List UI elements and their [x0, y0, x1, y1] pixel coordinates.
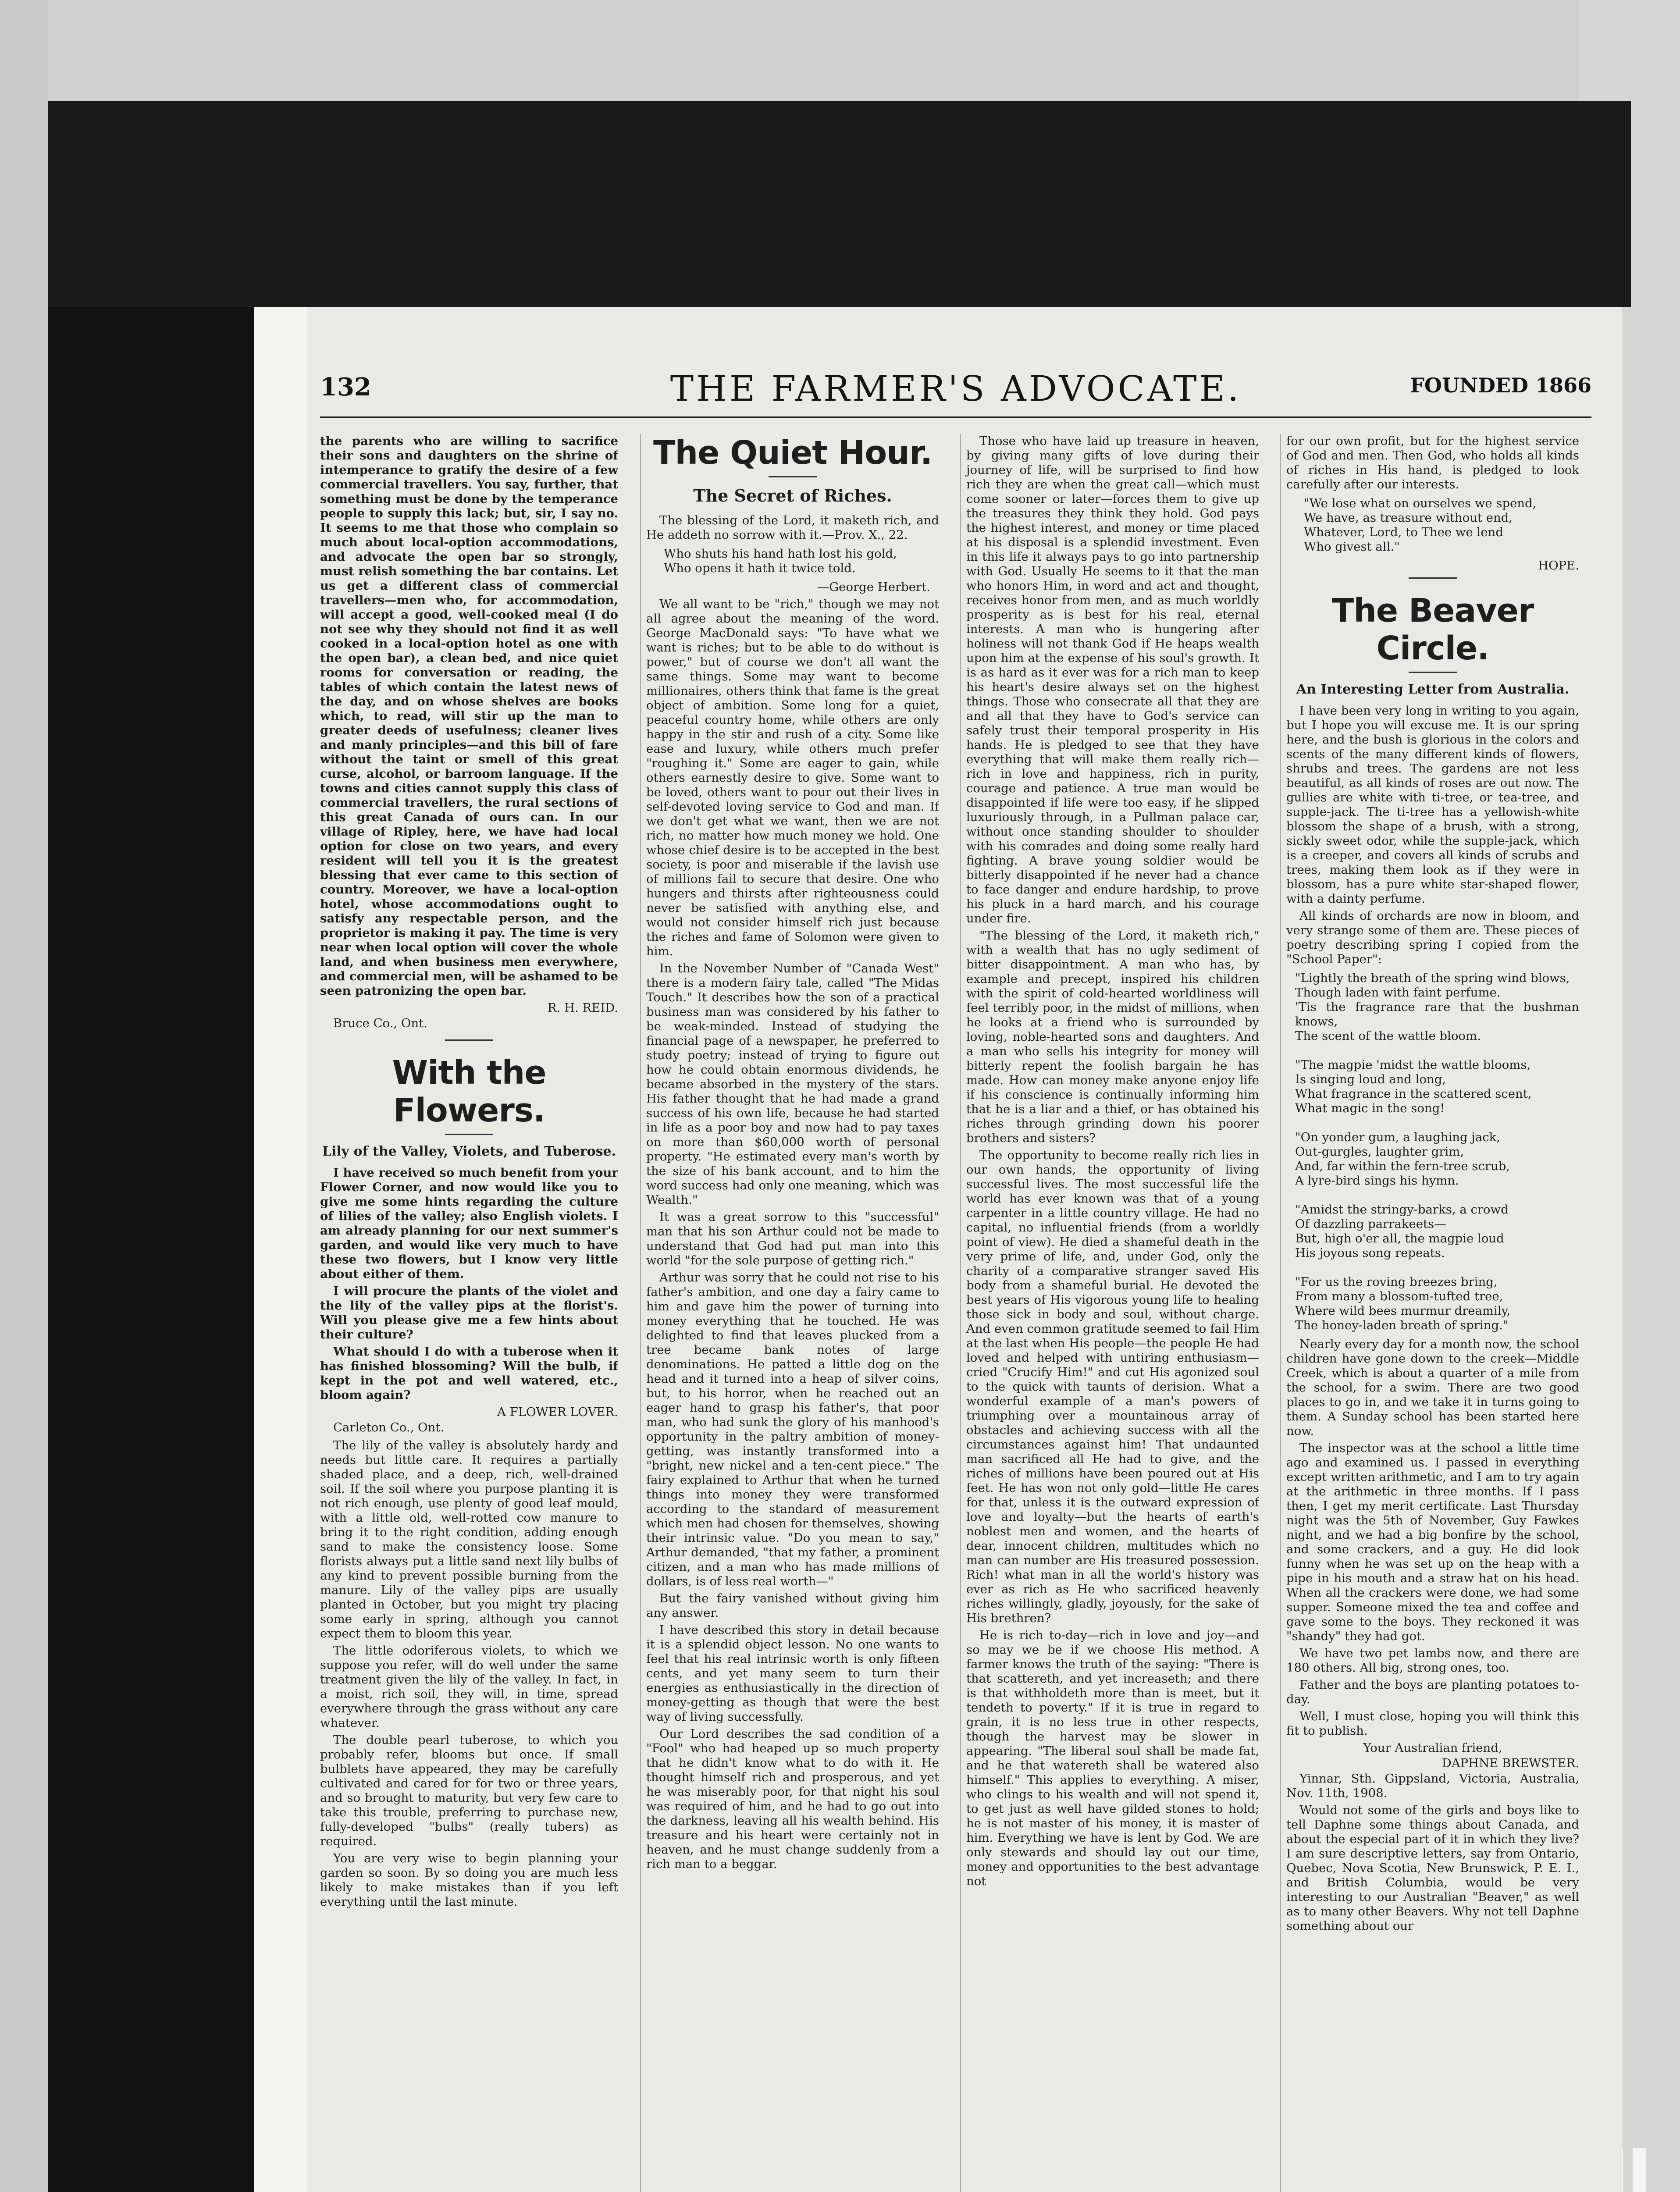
- question-paragraph: I will procure the plants of the violet and the lily of the valley pips at the florist's. Will you please give me a few hints about their culture?: [320, 1284, 618, 1342]
- letter-closing: Your Australian friend,: [1363, 1741, 1502, 1755]
- article-paragraph: The opportunity to become really rich lies in our own hands, the opportunity of living successful lives. The most successful life the world has ever known was that of a young carpenter in a little country village. He had no capital, no influential friends (from a worldly point of view). He died a shameful death in the very prime of life, and, under God, only the charity of a comparative stranger saved His body from a shameful burial. He devoted the best years of His vigorous young life to healing those sick in body and soul, without charge. And even common gratitude seemed to fail Him at the last when His people—the people He had loved and helped with untiring enthusiasm—cried "Crucify Him!" and cut His agonized soul to the quick with taunts of derision. What a wonderful example of a man's powers of triumphing over a mountainous array of obstacles and achieving success with all the circumstances against him! That undaunted man sacrificed all He had to give, and the riches of millions have been poured out at His feet. He has won not only gold—little He cares for that, unless it is the outward expression of love and loyalty—but the hearts of earth's noblest men and women, and the hearts of dear, innocent children, multitudes which no man can number are His treasured possession. Rich! what man in all the world's history was ever as rich as He who sacrificed heavenly riches willingly, gladly, joyously, for the sake of His brethren?: [966, 1148, 1259, 1625]
- scan-border-left: [0, 0, 48, 2192]
- article-paragraph: In the November Number of "Canada West" there is a modern fairy tale, called "The Midas Touch." It describes how the son of a practical business man was considered by his father to be weak-minded. Instead of studying the financial page of a newspaper, he preferred to study poetry; instead of trying to figure out how he could obtain enormous dividends, he became absorbed in the mystery of the stars. His father thought that he had made a grand success of his own life, because he had started in life as a poor boy and now had to pay taxes on more than $60,000 worth of personal property. "He estimated every man's worth by the size of his bank account, and to him the word success had only one meaning, which was Wealth.": [646, 961, 939, 1207]
- article-paragraph: Those who have laid up treasure in heaven, by giving many gifts of love during their journey of life, will be surprised to find how rich they are when the great call—which must come sooner or later—forces them to give up the treasures they think they hold. God pays the highest interest, and money or time placed at his disposal is a splendid investment. Even in this life it always pays to go into partnership with God. Usually He seems to it that the man who honors Him, in word and act and thought, receives honor from men, and as much worldly prosperity as is best for his real, eternal interests. A man who is hungering after holiness will not thank God if He heaps wealth upon him at the expense of his soul's growth. It is as hard as it ever was for a rich man to keep his heart's desire always set on the highest things. Those who consecrate all that they are and all that they have to God's service can safely trust their temporal prosperity in His hands. He is pledged to see that they have everything that will make them really rich—rich in love and happiness, rich in purity, courage and patience. A true man would be disappointed if life were too easy, if he slipped luxuriously through, in a Pullman palace car, without once standing shoulder to shoulder with his comrades and doing some really hard fighting. A brave young soldier would be bitterly disappointed if he never had a chance to face danger and endure hardship, to prove his pluck in a hard march, and his courage under fire.: [966, 434, 1259, 925]
- letter-address: Yinnar, Sth. Gippsland, Victoria, Australia, Nov. 11th, 1908.: [1286, 1772, 1579, 1800]
- verse-signature: HOPE.: [1538, 559, 1579, 573]
- letter-location: Bruce Co., Ont.: [333, 1016, 427, 1030]
- journal-title: THE FARMER'S ADVOCATE.: [670, 368, 1242, 409]
- article-paragraph: It was a great sorrow to this "successful" man that his son Arthur could not be made to understand that God had put man into this world "for the sole purpose of getting rich.": [646, 1210, 939, 1267]
- letter-paragraph: Well, I must close, hoping you will think this fit to publish.: [1286, 1709, 1579, 1738]
- question-paragraph: What should I do with a tuberose when it has finished blossoming? Will the bulb, if kept in the pot and well watered, etc., bloom again?: [320, 1345, 618, 1402]
- founded-year: FOUNDED 1866: [1410, 374, 1591, 397]
- letter-paragraph: All kinds of orchards are now in bloom, and very strange some of them are. These pieces of poetry describing spring I copied from the "School Paper":: [1286, 909, 1579, 966]
- temperance-letter: [320, 434, 618, 998]
- section-headline-beaver-circle: The Beaver Circle.: [1331, 592, 1534, 667]
- epigraph: The blessing of the Lord, it maketh rich, and He addeth no sorrow with it.—Prov. X., 22.: [646, 513, 939, 542]
- answer-paragraph: You are very wise to begin planning your garden so soon. By so doing you are much less likely to make mistakes than if you left everything until the last minute.: [320, 1851, 618, 1909]
- question-signature: A FLOWER LOVER.: [497, 1405, 618, 1419]
- article-paragraph: We all want to be "rich," though we may not all agree about the meaning of the word. George MacDonald says: "To have what we want is riches; but to be able to do without is power," but of course we don't all want the same things. Some may want to become millionaires, others think that fame is the great object of ambition. Some long for a quiet, peaceful country home, while others are only happy in the stir and rush of a city. Some like ease and luxury, while others much prefer "roughing it." Some are eager to gain, while others earnestly desire to give. Some want to be loved, others want to pour out their lives in self-devoted loving service to God and man. If we don't get what we want, then we are not rich, no matter how much money we hold. One whose chief desire is to be accepted in the best society, is poor and miserable if the lavish use of millions fail to secure that desire. One who hungers and thirsts after righteousness could never be satisfied with anything else, and would not consider himself rich just because the riches and fame of Solomon were given to him.: [646, 597, 939, 958]
- letter-paragraph: Father and the boys are planting potatoes to-day.: [1286, 1678, 1579, 1706]
- headline-rule: [769, 476, 817, 477]
- verse-attribution: —George Herbert.: [817, 580, 930, 594]
- flower-answer: [320, 1438, 618, 1909]
- letter-paragraph: Nearly every day for a month now, the school children have gone down to the creek—Middle Creek, which is about a quarter of a mile from the school, for a swim. There are two good places to go in, and we take it in turns going to them. A Sunday school has been started here now.: [1286, 1337, 1579, 1438]
- question-location: Carleton Co., Ont.: [333, 1420, 445, 1434]
- article-subhead: The Secret of Riches.: [693, 486, 892, 505]
- section-divider: [1409, 577, 1457, 579]
- article-paragraph: But the fairy vanished without giving him any answer.: [646, 1591, 939, 1620]
- letter-paragraph: The inspector was at the school a little time ago and examined us. I passed in everything except written arithmetic, and I am to try again at the arithmetic in three months. If I pass then, I get my merit certificate. Last Thursday night was the 5th of November, Guy Fawkes night, and we had a big bonfire by the school, and some crackers, and a guy. He did look funny when he was set up on the heap with a pipe in his mouth and a straw hat on his head. When all the crackers were done, we had some supper. Someone mixed the tea and coffee and gave some to the boys. They reckoned it was "shandy" they had got.: [1286, 1441, 1579, 1643]
- masthead: [320, 368, 1591, 418]
- article-paragraph: Our Lord describes the sad condition of a "Fool" who had heaped up so much property that he didn't know what to do with it. He thought himself rich and prosperous, and yet he was miserably poor, for that night his soul was required of him, and he had to go out into the darkness, leaving all his wealth behind. His treasure and his heart were certainly not in heaven, and he must change suddenly from a rich man to a beggar.: [646, 1727, 939, 1871]
- column-1: [320, 434, 618, 2192]
- section-divider: [445, 1039, 493, 1041]
- page-margin: [254, 307, 307, 2192]
- section-headline-flowers: With the Flowers.: [392, 1054, 546, 1129]
- article-paragraph: He is rich to-day—rich in love and joy—and so may we be if we choose His method. A farmer knows the truth of the saying: "There is that scattereth, and yet increaseth; and there is that withholdeth more than is meet, but it tendeth to poverty." If it is true in regard to grain, it is no less true in other respects, though the harvest may be slower in appearing. "The liberal soul shall be made fat, and he that watereth shall be watered also himself." This applies to everything. A miser, who clings to his wealth and will not spend it, to get just as well have gilded stones to hold; he is not master of his money, it is master of him. Everything we have is lent by God. We are only stewards and should lay out our time, money and opportunities to the best advantage not: [966, 1628, 1259, 1888]
- page-number: 132: [320, 373, 371, 402]
- letter-paragraph: I have been very long in writing to you again, but I hope you will excuse me. It is our spring here, and the bush is glorious in the colors and scents of the many different kinds of flowers, shrubs and trees. The gardens are not less beautiful, as all kinds of roses are out now. The gullies are white with ti-tree, or tea-tree, and supple-jack. The ti-tree has a yellowish-white blossom the shape of a brush, with a strong, sickly sweet odor, while the supple-jack, which is a creeper, and covers all kinds of scrubs and trees, making them look as if they were in blossom, has a pure white star-shaped flower, with a dainty perfume.: [1286, 704, 1579, 906]
- newspaper-page: [254, 307, 1622, 2192]
- answer-paragraph: The little odoriferous violets, to which we suppose you refer, will do well under the same treatment given the lily of the valley. In fact, in a moist, rich soil, they will, in time, spread everywhere through the grass without any care whatever.: [320, 1644, 618, 1730]
- article-paragraph: for our own profit, but for the highest service of God and men. Then God, who holds all kinds of riches in His hand, is pledged to look carefully after our interests.: [1286, 434, 1579, 491]
- section-headline-quiet-hour: The Quiet Hour.: [653, 434, 932, 472]
- scan-border-top: [0, 0, 1680, 101]
- article-paragraph: Arthur was sorry that he could not rise to his father's ambition, and one day a fairy came to him and gave him the power of turning into money everything that he touched. He was delighted to find that leaves plucked from a tree became bank notes of large denominations. He patted a little dog on the head and it turned into a heap of silver coins, but, to his horror, when he reached out an eager hand to grasp his father's, that poor man, who had sunk the glory of his manhood's opportunity in the paltry ambition of money-getting, was instantly transformed into a "bright, new nickel and a ten-cent piece." The fairy explained to Arthur that when he turned things into money they were transformed according to the standard of measurement which men had chosen for themselves, showing their intrinsic value. "Do you mean to say," Arthur demanded, "that my father, a prominent citizen, and a man who has made millions of dollars, is of less real worth—": [646, 1270, 939, 1588]
- headline-rule: [1409, 672, 1457, 673]
- column-3: [960, 434, 1259, 2192]
- article-subhead: Lily of the Valley, Violets, and Tuberose.: [322, 1144, 616, 1159]
- letter-paragraph: the parents who are willing to sacrifice their sons and daughters on the shrine of intemperance to gratify the desire of a few commercial travellers. You say, further, that something must be done by the temperance people to supply this lack; but, sir, I say no. It seems to me that those who complain so much about local-option accommodations, and advocate the open bar so strongly, must relish something the bar contains. Let us get a different class of commercial travellers—men who, for accommodation, will accept a good, well-cooked meal (I do not see why they should not find it as well cooked in a local-option hotel as one with the open bar), a clean bed, and nice quiet rooms for conversation or reading, the tables of which contain the latest news of the day, and on whose shelves are books which, to read, will stir up the man to greater deeds of usefulness; cleaner lives and manly principles—and this bill of fare without the taint or smell of this great curse, alcohol, or barroom language. If the towns and cities cannot supply this class of commercial travellers, the rural sections of this great Canada of ours can. In our village of Ripley, here, we have had local option for close on two years, and every resident will tell you it is the greatest blessing that ever came to this section of country. Moreover, we have a local-option hotel, whose accommodations ought to satisfy any respectable person, and the proprietor is making it pay. The time is very near when local option will cover the whole land, and when business men everywhere, and commercial men, will be ashamed to be seen patronizing the open bar.: [320, 434, 618, 998]
- article-subhead: An Interesting Letter from Australia.: [1296, 682, 1570, 697]
- column-2: [640, 434, 939, 2192]
- closing-verse: "We lose what on ourselves we spend, We have, as treasure without end, Whatever, Lord, to Thee we lend Who givest all.": [1304, 496, 1537, 554]
- epigraph-verse: Who shuts his hand hath lost his gold, Who opens it hath it twice told.: [664, 547, 897, 575]
- column-4: [1280, 434, 1579, 2192]
- answer-paragraph: The lily of the valley is absolutely hardy and needs but little care. It requires a partially shaded place, and a deep, rich, well-drained soil. If the soil where you purpose planting it is not rich enough, use plenty of good leaf mould, with a little old, well-rotted cow manure to bring it to the right condition, adding enough sand to make the consistency loose. Some florists always put a little sand next lily bulbs of any kind to prevent possible burning from the manure. Lily of the valley pips are usually planted in October, but you might try placing some early in spring, although you cannot expect them to bloom this year.: [320, 1438, 618, 1640]
- spring-poem: "Lightly the breath of the spring wind blows, Though laden with faint perfume. 'Tis the fragrance rare that the bushman knows, The scent of the wattle bloom. "The magpie 'midst the wattle blooms, Is singing loud and long, What fragrance in the scattered scent, What magic in the song! "On yonder gum, a laughing jack, Out-gurgles, laughter grim, And, far within the fern-tree scrub, A lyre-bird sings his hymn. "Amidst the stringy-barks, a crowd Of dazzling parrakeets— But, high o'er all, the magpie loud His joyous song repeats. "For us the roving breezes bring, From many a blossom-tufted tree, Where wild bees murmur dreamily, The honey-laden breath of spring.": [1295, 971, 1579, 1332]
- editor-note: Would not some of the girls and boys like to tell Daphne some things about Canada, and about the especial part of it in which they live? I am sure descriptive letters, say from Ontario, Quebec, Nova Scotia, New Brunswick, P. E. I., and British Columbia, would be very interesting to our Australian "Beaver," as well as to many other Beavers. Why not tell Daphne something about our: [1286, 1803, 1579, 1933]
- scan-background: [48, 101, 1631, 307]
- article-paragraph: I have described this story in detail because it is a splendid object lesson. No one wants to feel that his real intrinsic worth is only fifteen cents, and yet many seem to turn their energies as enthusiastically in the direction of money-getting as though that were the best way of living successfully.: [646, 1623, 939, 1724]
- flower-question: [320, 1166, 618, 1402]
- scan-stripe: [1633, 2148, 1646, 2192]
- answer-paragraph: The double pearl tuberose, to which you probably refer, blooms but once. If small bulblets have appeared, they may be carefully cultivated and cared for for two or three years, and so brought to maturity, but very few care to take this trouble, preferring to purchase new, fully-developed "bulbs" (really tubers) as required.: [320, 1733, 618, 1848]
- headline-rule: [445, 1134, 493, 1135]
- letter-signature: R. H. REID.: [547, 1001, 618, 1015]
- letter-paragraph: We have two pet lambs now, and there are 180 others. All big, strong ones, too.: [1286, 1646, 1579, 1675]
- article-paragraph: "The blessing of the Lord, it maketh rich," with a wealth that has no ugly sediment of bitter disappointment. A man who has, by example and precept, inspired his children with the spirit of cold-hearted worldliness will feel terribly poor, in the midst of millions, when he looks at a friend who is surrounded by loving, noble-hearted sons and daughters. And a man who sells his integrity for money will bitterly repent the foolish bargain he has made. How can money make anyone enjoy life if his conscience is continually informing him that he is a liar and a thief, or has obtained his riches through grinding down his poorer brothers and sisters?: [966, 929, 1259, 1145]
- question-paragraph: I have received so much benefit from your Flower Corner, and now would like you to give me some hints regarding the culture of lilies of the valley; also English violets. I am already planning for our next summer's garden, and would like very much to have these two flowers, but I know very little about either of them.: [320, 1166, 618, 1281]
- letter-signature: DAPHNE BREWSTER.: [1442, 1756, 1579, 1770]
